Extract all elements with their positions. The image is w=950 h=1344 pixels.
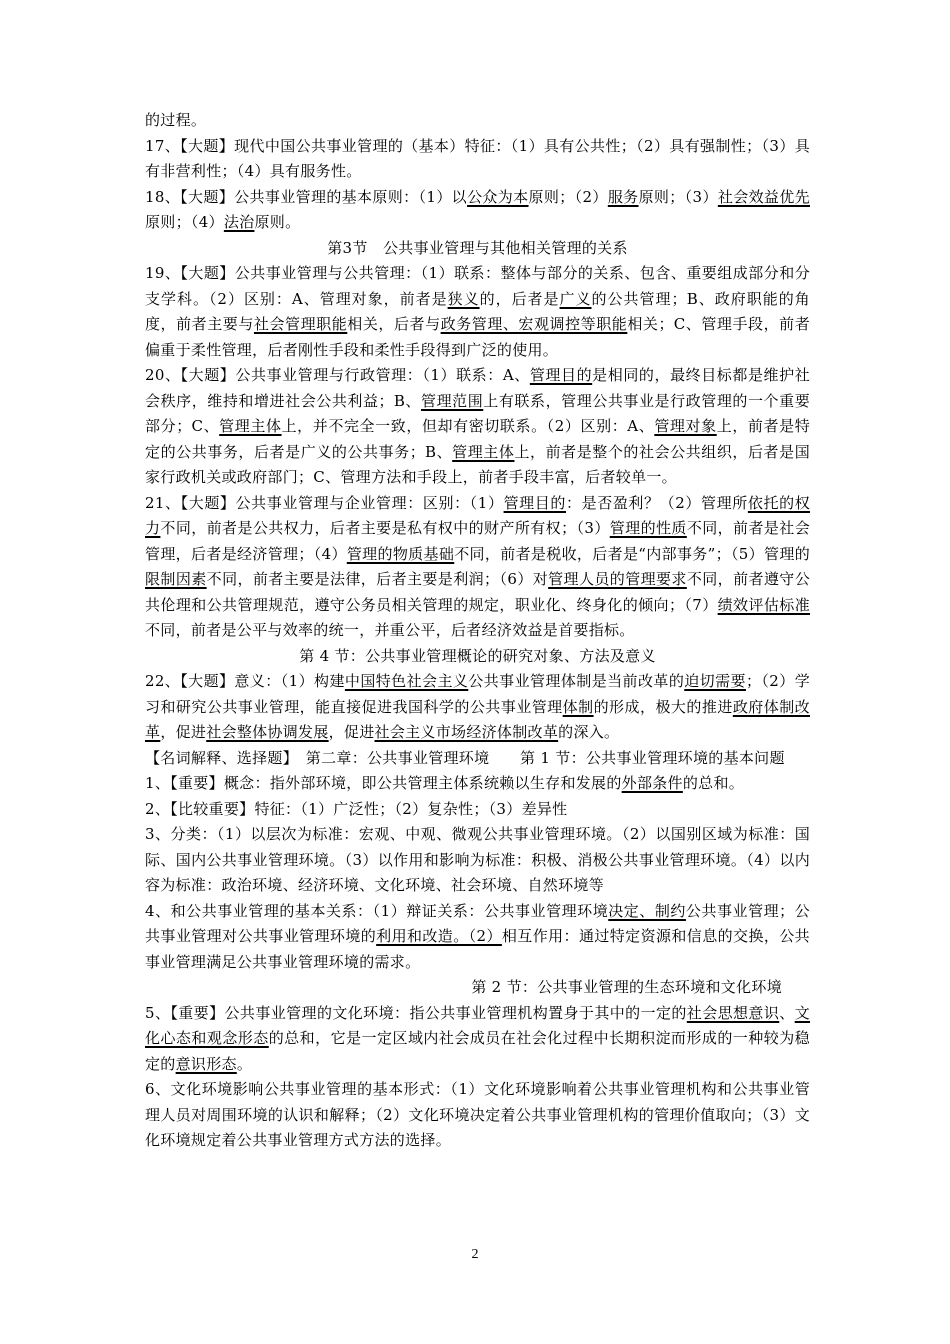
item-17: 17、【大题】现代中国公共事业管理的（基本）特征：（1）具有公共性；（2）具有强制性；（3）具有非营利性；（4）具有服务性。 xyxy=(145,136,810,180)
item-21: 21、【大题】公共事业管理与企业管理：区别：（1）管理目的：是否盈利？（2）管理所依托的权力不同，前者是公共权力，后者主要是私有权中的财产所有权；（3）管理的性质不同，前者是社会管理，后者是经济管理；（4）管理的物质基础不同，前者是税收，后者是“内部事务”；（5）管理的限制因素不同，前者主要是法律，后者主要是利润；（6）对管理人员的管理要求不同，前者遵守公共伦理和公共管理规范，遵守公务员相关管理的规定，职业化、终身化的倾向；（7）绩效评估标准不同，前者是公平与效率的统一，并重公平，后者经济效益是首要指标。 xyxy=(145,493,811,639)
item-22: 22、【大题】意义：（1）构建中国特色社会主义公共事业管理体制是当前改革的迫切需要；（2）学习和研究公共事业管理，能直接促进我国科学的公共事业管理体制的形成，极大的推进政府体制改革，促进社会整体协调发展，促进社会主义市场经济体制改革的深入。 xyxy=(145,672,810,741)
ch2-item-1: 1、【重要】概念：指外部环境，即公共管理主体系统赖以生存和发展的外部条件的总和。 xyxy=(145,774,745,792)
section-3-heading: 第3节 公共事业管理与其他相关管理的关系 xyxy=(327,238,628,257)
item-18: 18、【大题】公共事业管理的基本原则：（1）以公众为本原则；（2）服务原则；（3）社会效益优先原则；（4）法治原则。 xyxy=(145,187,810,231)
ch2-item-5: 5、【重要】公共事业管理的文化环境：指公共事业管理机构置身于其中的一定的社会思想意识、文化心态和观念形态的总和，它是一定区域内社会成员在社会化过程中长期积淀而形成的一种较为稳定的意识形态。 xyxy=(145,1003,810,1073)
paragraph-continuation: 的过程。 xyxy=(145,111,207,129)
item-19: 19、【大题】公共事业管理与公共管理：（1）联系：整体与部分的关系、包含、重要组成部分和分支学科。（2）区别：A、管理对象，前者是狭义的，后者是广义的公共管理；B、政府职能的角度，前者主要与社会管理职能相关，后者与政务管理、宏观调控等职能相关；C、管理手段，前者偏重于柔性管理，后者刚性手段和柔性手段得到广泛的使用。 xyxy=(145,264,811,359)
ch2-item-3: 3、分类：（1）以层次为标准：宏观、中观、微观公共事业管理环境。（2）以国别区域为标准：国际、国内公共事业管理环境。（3）以作用和影响为标准：积极、消极公共事业管理环境。（4）以内容为标准：政治环境、经济环境、文化环境、社会环境、自然环境等 xyxy=(145,825,810,894)
ch2-item-6: 6、文化环境影响公共事业管理的基本形式：（1）文化环境影响着公共事业管理机构和公共事业管理人员对周围环境的认识和解释；（2）文化环境决定着公共事业管理机构的管理价值取向；（3）文化环境规定着公共事业管理方式方法的选择。 xyxy=(145,1080,810,1149)
ch2-item-4: 4、和公共事业管理的基本关系：（1）辩证关系：公共事业管理环境决定、制约公共事业管理；公共事业管理对公共事业管理环境的利用和改造。（2）相互作用：通过特定资源和信息的交换，公共事业管理满足公共事业管理环境的需求。 xyxy=(145,901,810,971)
section-4-heading: 第 4 节：公共事业管理概论的研究对象、方法及意义 xyxy=(299,646,656,665)
ch2-item-2: 2、【比较重要】特征：（1）广泛性；（2）复杂性；（3）差异性 xyxy=(145,799,568,818)
page-number: 2 xyxy=(471,1247,479,1262)
chapter-2-heading: 【名词解释、选择题】 第二章：公共事业管理环境 第 1 节：公共事业管理环境的基本问题 xyxy=(145,748,785,767)
document-body xyxy=(145,108,810,1154)
item-20: 20、【大题】公共事业管理与行政管理：（1）联系：A、管理目的是相同的，最终目标都是维护社会秩序，维持和增进社会公共利益；B、管理范围上有联系，管理公共事业是行政管理的一个重要部分；C、管理主体上，并不完全一致，但却有密切联系。（2）区别：A、管理对象上，前者是特定的公共事务，后者是广义的公共事务；B、管理主体上，前者是整个的社会公共组织，后者是国家行政机关或政府部门；C、管理方法和手段上，前者手段丰富，后者较单一。 xyxy=(145,366,811,486)
ch2-section-2-heading: 第 2 节：公共事业管理的生态环境和文化环境 xyxy=(471,978,782,996)
